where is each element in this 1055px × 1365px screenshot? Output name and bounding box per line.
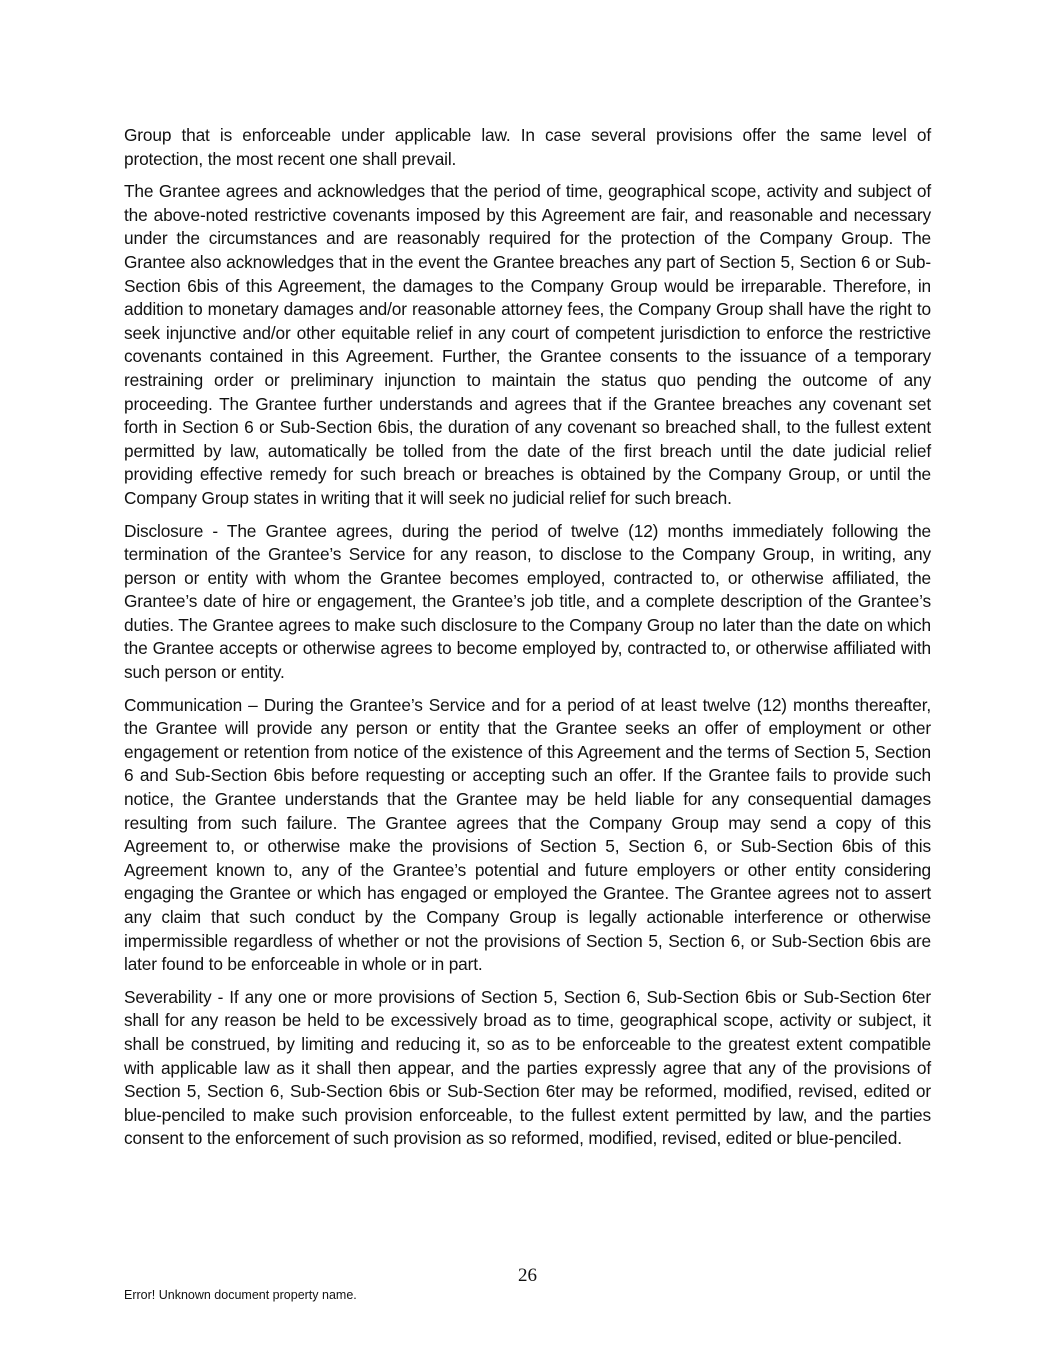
paragraph-continuation: Group that is enforceable under applicable law. In case several provisions offer the same level of protection, the most recent one shall prevail. xyxy=(124,125,931,169)
paragraph-communication: Communication – During the Grantee’s Service and for a period of at least twelve (12) months thereafter, the Grantee will provide any person or entity that the Grantee seeks an offer of employment or other engagement or retention from notice of the existence of this Agreement and the terms of Section 5, Section 6 and Sub-Section 6bis before requesting or accepting such an offer. If the Grantee fails to provide such notice, the Grantee understands that the Grantee may be held liable for any consequential damages resulting from such failure. The Grantee agrees that the Company Group may send a copy of this Agreement to, or otherwise make the provisions of Section 5, Section 6, or Sub-Section 6bis of this Agreement known to, any of the Grantee’s potential and future employers or other entity considering engaging the Grantee or which has engaged or employed the Grantee. The Grantee agrees not to assert any claim that such conduct by the Company Group is legally actionable interference or otherwise impermissible regardless of whether or not the provisions of Section 5, Section 6, or Sub-Section 6bis are later found to be enforceable in whole or in part. xyxy=(124,694,931,975)
paragraph-severability: Severability - If any one or more provisions of Section 5, Section 6, Sub-Section 6bis or Sub-Section 6ter shall for any reason be held to be excessively broad as to time, geographical scope, activity or subject, it shall be construed, by limiting and reducing it, so as to be enforceable to the greatest extent compatible with applicable law as it shall then appear, and the parties expressly agree that any of the provisions of Section 5, Section 6, Sub-Section 6bis or Sub-Section 6ter may be reformed, modified, revised, edited or blue-penciled to make such provision enforceable, to the fullest extent permitted by law, and the parties consent to the enforcement of such provision as so reformed, modified, revised, edited or blue-penciled. xyxy=(124,986,931,1149)
document-body xyxy=(124,124,931,1160)
paragraph-acknowledgement: The Grantee agrees and acknowledges that the period of time, geographical scope, activity and subject of the above-noted restrictive covenants imposed by this Agreement are fair, and reasonable and necessary under the circumstances and are reasonably required for the protection of the Company Group. The Grantee also acknowledges that in the event the Grantee breaches any part of Section 5, Section 6 or Sub-Section 6bis of this Agreement, the damages to the Company Group would be irreparable. Therefore, in addition to monetary damages and/or reasonable attorney fees, the Company Group shall have the right to seek injunctive and/or other equitable relief in any court of competent jurisdiction to enforce the restrictive covenants contained in this Agreement. Further, the Grantee consents to the issuance of a temporary restraining order or preliminary injunction to maintain the status quo pending the outcome of any proceeding. The Grantee further understands and agrees that if the Grantee breaches any covenant set forth in Section 6 or Sub-Section 6bis, the duration of any covenant so breached shall, to the fullest extent permitted by law, automatically be tolled from the date of the first breach until the date judicial relief providing effective remedy for such breach or breaches is obtained by the Company Group, or until the Company Group states in writing that it will seek no judicial relief for such breach. xyxy=(124,181,931,508)
paragraph-disclosure: Disclosure - The Grantee agrees, during the period of twelve (12) months immediately following the termination of the Grantee’s Service for any reason, to disclose to the Company Group, in writing, any person or entity with whom the Grantee becomes employed, contracted to, or otherwise affiliated, the Grantee’s date of hire or engagement, the Grantee’s job title, and a complete description of the Grantee’s duties. The Grantee agrees to make such disclosure to the Company Group no later than the date on which the Grantee accepts or otherwise agrees to become employed by, contracted to, or otherwise affiliated with such person or entity. xyxy=(124,520,931,683)
footer-note: Error! Unknown document property name. xyxy=(124,1288,357,1302)
page-number: 26 xyxy=(518,1265,537,1286)
